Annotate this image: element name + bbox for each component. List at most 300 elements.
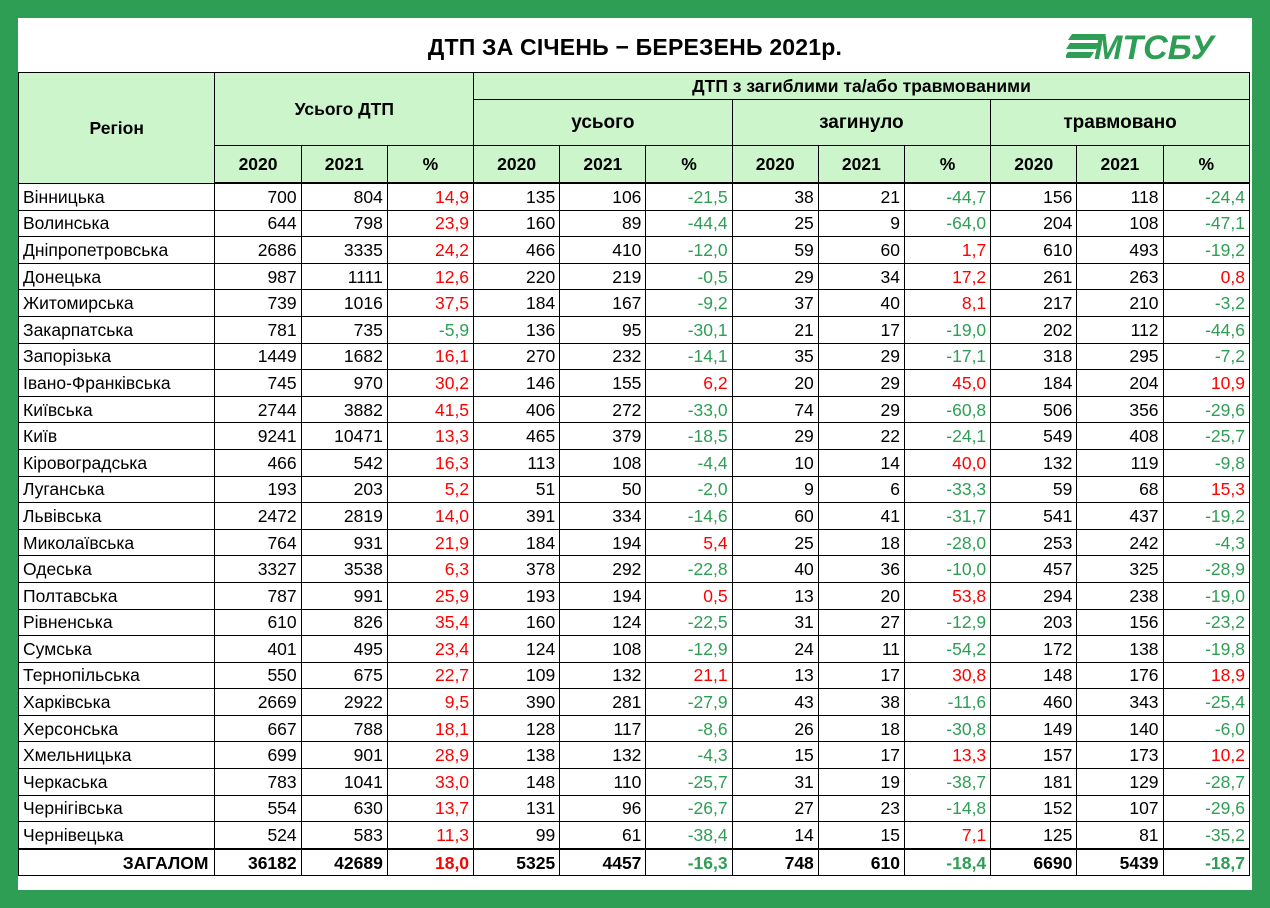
injured-pct-cell: 15,3 — [1163, 476, 1249, 503]
injured-2021-cell: 356 — [1077, 396, 1163, 423]
all-pct-cell: -12,0 — [646, 237, 732, 264]
header-year-2020: 2020 — [732, 146, 818, 184]
all-2020-cell: 406 — [474, 396, 560, 423]
total-2021-cell: 203 — [301, 476, 387, 503]
injured-pct-cell: -19,2 — [1163, 503, 1249, 530]
all-2021-cell: 108 — [560, 449, 646, 476]
injured-2021-cell: 140 — [1077, 715, 1163, 742]
killed-pct-cell: 17,2 — [904, 263, 990, 290]
region-name-cell: Херсонська — [19, 715, 215, 742]
header-casualty-accidents: ДТП з загиблими та/або травмованими — [474, 73, 1250, 100]
killed-2020-cell: 13 — [732, 662, 818, 689]
injured-pct-cell: 0,8 — [1163, 263, 1249, 290]
killed-pct-cell: -64,0 — [904, 210, 990, 237]
total-2020-cell: 667 — [215, 715, 301, 742]
region-name-cell: Черкаська — [19, 769, 215, 796]
all-2021-cell: 132 — [560, 742, 646, 769]
all-2021-cell: 292 — [560, 556, 646, 583]
injured-2021-cell: 173 — [1077, 742, 1163, 769]
killed-2020-cell: 43 — [732, 689, 818, 716]
total-pct-cell: 23,9 — [387, 210, 473, 237]
total-2021-cell: 798 — [301, 210, 387, 237]
table-row — [19, 769, 1250, 796]
killed-2021-cell: 19 — [818, 769, 904, 796]
total-2020-cell: 745 — [215, 370, 301, 397]
injured-2020-cell: 125 — [991, 822, 1077, 849]
total-2020-cell: 1449 — [215, 343, 301, 370]
header-year-2021: 2021 — [818, 146, 904, 184]
all-pct-cell: -18,5 — [646, 423, 732, 450]
injured-pct-cell: -44,6 — [1163, 316, 1249, 343]
table-body — [19, 183, 1250, 876]
killed-pct-cell: 30,8 — [904, 662, 990, 689]
all-2020-cell: 466 — [474, 237, 560, 264]
total-2021-cell: 901 — [301, 742, 387, 769]
all-pct-cell: -21,5 — [646, 183, 732, 210]
table-row — [19, 795, 1250, 822]
total-pct-cell: 14,0 — [387, 503, 473, 530]
injured-2020-cell: 610 — [991, 237, 1077, 264]
all-pct-cell: -38,4 — [646, 822, 732, 849]
total-2020-cell: 36182 — [215, 849, 301, 876]
injured-pct-cell: -18,7 — [1163, 849, 1249, 876]
all-2020-cell: 131 — [474, 795, 560, 822]
mtsbu-logo — [1066, 26, 1236, 66]
all-pct-cell: -16,3 — [646, 849, 732, 876]
all-2020-cell: 391 — [474, 503, 560, 530]
killed-pct-cell: -24,1 — [904, 423, 990, 450]
killed-pct-cell: 13,3 — [904, 742, 990, 769]
killed-2021-cell: 36 — [818, 556, 904, 583]
total-pct-cell: 37,5 — [387, 290, 473, 317]
killed-2020-cell: 31 — [732, 769, 818, 796]
total-2020-cell: 550 — [215, 662, 301, 689]
total-pct-cell: 12,6 — [387, 263, 473, 290]
injured-pct-cell: -29,6 — [1163, 795, 1249, 822]
injured-2020-cell: 457 — [991, 556, 1077, 583]
all-2021-cell: 410 — [560, 237, 646, 264]
all-pct-cell: -14,1 — [646, 343, 732, 370]
killed-2021-cell: 18 — [818, 529, 904, 556]
total-pct-cell: 28,9 — [387, 742, 473, 769]
table-row — [19, 316, 1250, 343]
header-killed: загинуло — [732, 100, 991, 146]
region-name-cell: Миколаївська — [19, 529, 215, 556]
total-2021-cell: 1111 — [301, 263, 387, 290]
all-2020-cell: 51 — [474, 476, 560, 503]
injured-pct-cell: -29,6 — [1163, 396, 1249, 423]
killed-2020-cell: 10 — [732, 449, 818, 476]
injured-2021-cell: 204 — [1077, 370, 1163, 397]
total-pct-cell: 16,1 — [387, 343, 473, 370]
killed-2021-cell: 610 — [818, 849, 904, 876]
table-row — [19, 396, 1250, 423]
total-2021-cell: 42689 — [301, 849, 387, 876]
killed-2021-cell: 14 — [818, 449, 904, 476]
region-name-cell: Донецька — [19, 263, 215, 290]
total-2021-cell: 991 — [301, 582, 387, 609]
injured-pct-cell: -28,7 — [1163, 769, 1249, 796]
killed-2020-cell: 15 — [732, 742, 818, 769]
all-pct-cell: -22,5 — [646, 609, 732, 636]
all-2021-cell: 272 — [560, 396, 646, 423]
killed-2021-cell: 23 — [818, 795, 904, 822]
all-2021-cell: 108 — [560, 636, 646, 663]
killed-2020-cell: 29 — [732, 423, 818, 450]
total-2021-cell: 10471 — [301, 423, 387, 450]
all-2020-cell: 148 — [474, 769, 560, 796]
total-2020-cell: 401 — [215, 636, 301, 663]
total-pct-cell: 9,5 — [387, 689, 473, 716]
injured-2021-cell: 238 — [1077, 582, 1163, 609]
region-name-cell: Харківська — [19, 689, 215, 716]
killed-pct-cell: 8,1 — [904, 290, 990, 317]
injured-2020-cell: 541 — [991, 503, 1077, 530]
killed-pct-cell: -54,2 — [904, 636, 990, 663]
injured-2020-cell: 148 — [991, 662, 1077, 689]
killed-2021-cell: 41 — [818, 503, 904, 530]
killed-2020-cell: 13 — [732, 582, 818, 609]
total-2021-cell: 2922 — [301, 689, 387, 716]
total-2021-cell: 804 — [301, 183, 387, 210]
injured-pct-cell: -23,2 — [1163, 609, 1249, 636]
total-pct-cell: 16,3 — [387, 449, 473, 476]
all-2020-cell: 184 — [474, 529, 560, 556]
total-2021-cell: 788 — [301, 715, 387, 742]
all-2021-cell: 96 — [560, 795, 646, 822]
killed-pct-cell: 45,0 — [904, 370, 990, 397]
killed-2021-cell: 34 — [818, 263, 904, 290]
total-2021-cell: 495 — [301, 636, 387, 663]
killed-2020-cell: 38 — [732, 183, 818, 210]
all-pct-cell: -33,0 — [646, 396, 732, 423]
total-2021-cell: 630 — [301, 795, 387, 822]
total-pct-cell: 35,4 — [387, 609, 473, 636]
all-pct-cell: 21,1 — [646, 662, 732, 689]
header-injured: травмовано — [991, 100, 1250, 146]
injured-pct-cell: -6,0 — [1163, 715, 1249, 742]
region-name-cell: Одеська — [19, 556, 215, 583]
all-2021-cell: 132 — [560, 662, 646, 689]
all-pct-cell: -4,3 — [646, 742, 732, 769]
injured-2020-cell: 294 — [991, 582, 1077, 609]
table-row — [19, 689, 1250, 716]
injured-2020-cell: 152 — [991, 795, 1077, 822]
killed-pct-cell: 7,1 — [904, 822, 990, 849]
all-2021-cell: 194 — [560, 582, 646, 609]
table-row — [19, 370, 1250, 397]
killed-2021-cell: 29 — [818, 343, 904, 370]
injured-2021-cell: 5439 — [1077, 849, 1163, 876]
injured-pct-cell: 18,9 — [1163, 662, 1249, 689]
header-percent: % — [1163, 146, 1249, 184]
injured-2021-cell: 108 — [1077, 210, 1163, 237]
injured-pct-cell: -19,2 — [1163, 237, 1249, 264]
killed-pct-cell: -38,7 — [904, 769, 990, 796]
all-pct-cell: -26,7 — [646, 795, 732, 822]
total-pct-cell: 11,3 — [387, 822, 473, 849]
killed-2021-cell: 18 — [818, 715, 904, 742]
table-row — [19, 210, 1250, 237]
injured-2020-cell: 261 — [991, 263, 1077, 290]
all-pct-cell: -27,9 — [646, 689, 732, 716]
all-pct-cell: -12,9 — [646, 636, 732, 663]
killed-2021-cell: 21 — [818, 183, 904, 210]
region-name-cell: Хмельницька — [19, 742, 215, 769]
injured-2021-cell: 156 — [1077, 609, 1163, 636]
injured-2021-cell: 138 — [1077, 636, 1163, 663]
killed-pct-cell: -12,9 — [904, 609, 990, 636]
injured-2020-cell: 59 — [991, 476, 1077, 503]
killed-2020-cell: 59 — [732, 237, 818, 264]
killed-pct-cell: -19,0 — [904, 316, 990, 343]
total-2020-cell: 554 — [215, 795, 301, 822]
table-row — [19, 449, 1250, 476]
killed-2020-cell: 74 — [732, 396, 818, 423]
table-row — [19, 556, 1250, 583]
total-pct-cell: 24,2 — [387, 237, 473, 264]
total-2020-cell: 610 — [215, 609, 301, 636]
total-2020-cell: 699 — [215, 742, 301, 769]
table-row — [19, 263, 1250, 290]
injured-2021-cell: 118 — [1077, 183, 1163, 210]
region-name-cell: Кіровоградська — [19, 449, 215, 476]
injured-2021-cell: 437 — [1077, 503, 1163, 530]
injured-2020-cell: 460 — [991, 689, 1077, 716]
killed-2021-cell: 17 — [818, 742, 904, 769]
table-row — [19, 423, 1250, 450]
total-2021-cell: 826 — [301, 609, 387, 636]
killed-2020-cell: 25 — [732, 210, 818, 237]
total-pct-cell: 33,0 — [387, 769, 473, 796]
total-pct-cell: 41,5 — [387, 396, 473, 423]
all-2020-cell: 184 — [474, 290, 560, 317]
table-row — [19, 636, 1250, 663]
logo-text: МТСБУ — [1094, 29, 1214, 66]
injured-pct-cell: -9,8 — [1163, 449, 1249, 476]
total-2020-cell: 9241 — [215, 423, 301, 450]
all-2020-cell: 220 — [474, 263, 560, 290]
killed-pct-cell: -31,7 — [904, 503, 990, 530]
killed-2021-cell: 40 — [818, 290, 904, 317]
total-2020-cell: 466 — [215, 449, 301, 476]
killed-2020-cell: 9 — [732, 476, 818, 503]
region-name-cell: Волинська — [19, 210, 215, 237]
killed-2020-cell: 25 — [732, 529, 818, 556]
injured-2021-cell: 107 — [1077, 795, 1163, 822]
total-2020-cell: 2472 — [215, 503, 301, 530]
killed-pct-cell: 40,0 — [904, 449, 990, 476]
killed-2020-cell: 40 — [732, 556, 818, 583]
killed-pct-cell: -60,8 — [904, 396, 990, 423]
header-year-2021: 2021 — [301, 146, 387, 184]
all-2020-cell: 270 — [474, 343, 560, 370]
injured-pct-cell: 10,2 — [1163, 742, 1249, 769]
region-name-cell: Луганська — [19, 476, 215, 503]
all-2020-cell: 146 — [474, 370, 560, 397]
killed-2020-cell: 14 — [732, 822, 818, 849]
injured-pct-cell: -24,4 — [1163, 183, 1249, 210]
injured-pct-cell: -3,2 — [1163, 290, 1249, 317]
injured-2020-cell: 156 — [991, 183, 1077, 210]
header-percent: % — [646, 146, 732, 184]
total-2020-cell: 987 — [215, 263, 301, 290]
region-name-cell: Вінницька — [19, 183, 215, 210]
total-2021-cell: 1016 — [301, 290, 387, 317]
killed-2021-cell: 38 — [818, 689, 904, 716]
region-name-cell: Тернопільська — [19, 662, 215, 689]
region-name-cell: Рівненська — [19, 609, 215, 636]
table-row — [19, 715, 1250, 742]
injured-2020-cell: 204 — [991, 210, 1077, 237]
header-all: усього — [474, 100, 733, 146]
total-2020-cell: 193 — [215, 476, 301, 503]
all-2020-cell: 160 — [474, 609, 560, 636]
all-pct-cell: -2,0 — [646, 476, 732, 503]
header-total-accidents: Усього ДТП — [215, 73, 474, 146]
all-2021-cell: 106 — [560, 183, 646, 210]
injured-2020-cell: 549 — [991, 423, 1077, 450]
injured-2020-cell: 253 — [991, 529, 1077, 556]
injured-pct-cell: -47,1 — [1163, 210, 1249, 237]
killed-2020-cell: 60 — [732, 503, 818, 530]
injured-2020-cell: 203 — [991, 609, 1077, 636]
injured-pct-cell: -35,2 — [1163, 822, 1249, 849]
table-row — [19, 343, 1250, 370]
killed-2020-cell: 37 — [732, 290, 818, 317]
total-pct-cell: 18,1 — [387, 715, 473, 742]
total-2021-cell: 583 — [301, 822, 387, 849]
killed-2021-cell: 22 — [818, 423, 904, 450]
table-row — [19, 290, 1250, 317]
all-pct-cell: -30,1 — [646, 316, 732, 343]
all-2020-cell: 465 — [474, 423, 560, 450]
killed-pct-cell: -44,7 — [904, 183, 990, 210]
injured-2021-cell: 242 — [1077, 529, 1163, 556]
all-2021-cell: 61 — [560, 822, 646, 849]
all-2021-cell: 117 — [560, 715, 646, 742]
total-2021-cell: 2819 — [301, 503, 387, 530]
table-row — [19, 476, 1250, 503]
region-name-cell: Запорізька — [19, 343, 215, 370]
total-pct-cell: 14,9 — [387, 183, 473, 210]
header-region: Регіон — [19, 73, 215, 184]
injured-2021-cell: 408 — [1077, 423, 1163, 450]
total-2021-cell: 3335 — [301, 237, 387, 264]
injured-pct-cell: -25,7 — [1163, 423, 1249, 450]
killed-pct-cell: 53,8 — [904, 582, 990, 609]
killed-pct-cell: -10,0 — [904, 556, 990, 583]
total-2021-cell: 1682 — [301, 343, 387, 370]
injured-pct-cell: 10,9 — [1163, 370, 1249, 397]
total-2021-cell: 735 — [301, 316, 387, 343]
killed-2020-cell: 27 — [732, 795, 818, 822]
killed-pct-cell: -17,1 — [904, 343, 990, 370]
header-percent: % — [387, 146, 473, 184]
all-2020-cell: 136 — [474, 316, 560, 343]
total-2020-cell: 764 — [215, 529, 301, 556]
all-2021-cell: 194 — [560, 529, 646, 556]
total-2020-cell: 2669 — [215, 689, 301, 716]
killed-pct-cell: 1,7 — [904, 237, 990, 264]
total-2020-cell: 739 — [215, 290, 301, 317]
injured-2020-cell: 318 — [991, 343, 1077, 370]
injured-2020-cell: 202 — [991, 316, 1077, 343]
total-2020-cell: 781 — [215, 316, 301, 343]
killed-pct-cell: -14,8 — [904, 795, 990, 822]
total-2021-cell: 3538 — [301, 556, 387, 583]
injured-2021-cell: 263 — [1077, 263, 1163, 290]
all-pct-cell: -44,4 — [646, 210, 732, 237]
all-pct-cell: -14,6 — [646, 503, 732, 530]
all-2020-cell: 135 — [474, 183, 560, 210]
all-pct-cell: -25,7 — [646, 769, 732, 796]
injured-2021-cell: 176 — [1077, 662, 1163, 689]
total-2020-cell: 700 — [215, 183, 301, 210]
killed-2021-cell: 9 — [818, 210, 904, 237]
total-2021-cell: 675 — [301, 662, 387, 689]
all-2021-cell: 50 — [560, 476, 646, 503]
table-row — [19, 582, 1250, 609]
report-sheet — [18, 18, 1252, 890]
total-2021-cell: 1041 — [301, 769, 387, 796]
all-pct-cell: 0,5 — [646, 582, 732, 609]
killed-2021-cell: 60 — [818, 237, 904, 264]
injured-2020-cell: 157 — [991, 742, 1077, 769]
injured-pct-cell: -25,4 — [1163, 689, 1249, 716]
all-pct-cell: -8,6 — [646, 715, 732, 742]
killed-2021-cell: 20 — [818, 582, 904, 609]
injured-2021-cell: 68 — [1077, 476, 1163, 503]
table-row — [19, 503, 1250, 530]
region-name-cell: Полтавська — [19, 582, 215, 609]
injured-2020-cell: 6690 — [991, 849, 1077, 876]
all-2020-cell: 124 — [474, 636, 560, 663]
injured-2020-cell: 172 — [991, 636, 1077, 663]
injured-pct-cell: -7,2 — [1163, 343, 1249, 370]
total-2020-cell: 787 — [215, 582, 301, 609]
total-2020-cell: 2744 — [215, 396, 301, 423]
region-name-cell: ЗАГАЛОМ — [19, 849, 215, 876]
killed-2021-cell: 11 — [818, 636, 904, 663]
total-2021-cell: 3882 — [301, 396, 387, 423]
killed-2021-cell: 29 — [818, 396, 904, 423]
total-2021-cell: 970 — [301, 370, 387, 397]
injured-pct-cell: -19,8 — [1163, 636, 1249, 663]
table-row — [19, 237, 1250, 264]
injured-2021-cell: 81 — [1077, 822, 1163, 849]
region-name-cell: Київська — [19, 396, 215, 423]
injured-2021-cell: 119 — [1077, 449, 1163, 476]
total-2021-cell: 931 — [301, 529, 387, 556]
all-2021-cell: 124 — [560, 609, 646, 636]
killed-2020-cell: 748 — [732, 849, 818, 876]
injured-2020-cell: 181 — [991, 769, 1077, 796]
all-2021-cell: 4457 — [560, 849, 646, 876]
all-2021-cell: 89 — [560, 210, 646, 237]
total-2020-cell: 524 — [215, 822, 301, 849]
injured-pct-cell: -4,3 — [1163, 529, 1249, 556]
all-2021-cell: 219 — [560, 263, 646, 290]
killed-2020-cell: 20 — [732, 370, 818, 397]
all-2021-cell: 167 — [560, 290, 646, 317]
injured-2021-cell: 129 — [1077, 769, 1163, 796]
region-name-cell: Дніпропетровська — [19, 237, 215, 264]
killed-2020-cell: 21 — [732, 316, 818, 343]
injured-2020-cell: 217 — [991, 290, 1077, 317]
total-2021-cell: 542 — [301, 449, 387, 476]
all-2020-cell: 113 — [474, 449, 560, 476]
